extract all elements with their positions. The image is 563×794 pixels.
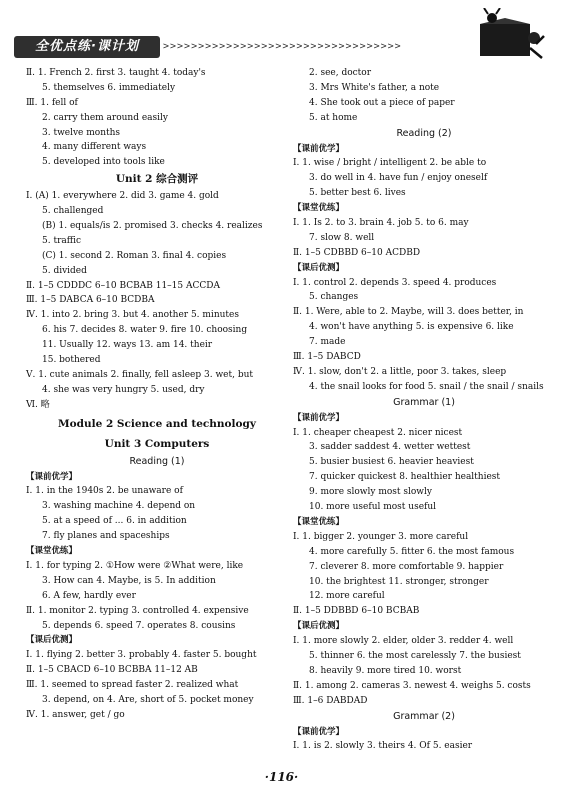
left-answer-line-indented: 5. traffic (42, 235, 82, 246)
left-module-heading: Module 2 Science and technology (58, 417, 256, 430)
left-answer-line: Ⅵ. 略 (26, 399, 50, 410)
right-answer-line-indented: 5. thinner 6. the most carelessly 7. the busiest (309, 650, 521, 661)
right-answer-line: Ⅰ. 1. wise / bright / intelligent 2. be able to (293, 158, 487, 169)
left-answer-line-indented: 3. washing machine 4. depend on (42, 501, 196, 512)
page-number: ·116· (264, 770, 299, 784)
right-section-tag: 【课前优学】 (293, 143, 345, 154)
left-answer-line-indented: 2. carry them around easily (42, 112, 168, 123)
right-section-heading: Reading (2) (396, 127, 452, 139)
left-answer-line: Ⅳ. 1. into 2. bring 3. but 4. another 5. minutes (26, 310, 239, 321)
right-answer-line: Ⅰ. 1. cheaper cheapest 2. nicer nicest (293, 427, 463, 438)
right-section-tag: 【课堂优练】 (293, 516, 345, 527)
right-answer-line-indented: 4. more carefully 5. fitter 6. the most famous (309, 546, 515, 557)
left-answer-line: Ⅰ. (A) 1. everywhere 2. did 3. game 4. gold (26, 191, 219, 202)
left-answer-line-indented: 4. many different ways (42, 142, 147, 153)
left-section-tag: 【课前优学】 (26, 471, 78, 482)
right-answer-line-indented: 9. more slowly most slowly (309, 487, 432, 498)
right-answer-column (293, 66, 555, 754)
right-answer-line-indented: 10. the brightest 11. stronger, stronger (309, 576, 489, 587)
left-answer-line-indented: 6. his 7. decides 8. water 9. fire 10. choosing (42, 325, 248, 336)
left-answer-line: Ⅱ. 1. monitor 2. typing 3. controlled 4. expensive (26, 605, 249, 616)
page-header (0, 0, 563, 62)
right-answer-line: Ⅲ. 1–6 DABDAD (293, 695, 368, 706)
left-answer-line-indented: 5. divided (42, 265, 87, 276)
right-answer-line-indented: 5. better best 6. lives (309, 188, 406, 199)
right-answer-line-indented: 5. changes (309, 292, 359, 303)
right-answer-line: Ⅳ. 1. slow, don't 2. a little, poor 3. takes, sleep (293, 366, 507, 377)
left-answer-line: Ⅴ. 1. cute animals 2. finally, fell asleep 3. wet, but (26, 369, 253, 380)
right-section-tag: 【课前优学】 (293, 726, 345, 737)
left-answer-line-indented: 4. she was very hungry 5. used, dry (42, 384, 205, 395)
left-answer-line-indented: 15. bothered (42, 355, 101, 366)
right-answer-line: Ⅱ. 1–5 CDBBD 6–10 ACDBD (293, 247, 421, 258)
right-answer-line-indented: 3. Mrs White's father, a note (309, 82, 440, 93)
left-answer-column (26, 66, 288, 723)
left-answer-line-indented: 3. depend, on 4. Are, short of 5. pocket money (42, 694, 254, 705)
left-answer-line-indented: (B) 1. equals/is 2. promised 3. checks 4. realizes (42, 221, 263, 232)
left-answer-line-indented: 5. depends 6. speed 7. operates 8. cousins (42, 620, 236, 631)
right-answer-line-indented: 8. heavily 9. more tired 10. worst (309, 665, 462, 676)
left-answer-line: Ⅳ. 1. answer, get / go (26, 709, 125, 720)
right-section-tag: 【课后优测】 (293, 262, 345, 273)
right-answer-line-indented: 12. more careful (309, 591, 385, 602)
left-section-tag: 【课后优测】 (26, 635, 78, 646)
right-answer-line-indented: 10. more useful most useful (309, 502, 437, 513)
right-answer-line-indented: 2. see, doctor (309, 68, 371, 78)
left-answer-line: Ⅲ. 1–5 DABCA 6–10 BCDBA (26, 295, 155, 306)
right-section-tag: 【课堂优练】 (293, 203, 345, 214)
right-answer-line-indented: 4. won't have anything 5. is expensive 6. like (309, 322, 514, 333)
right-answer-line-indented: 7. made (309, 337, 346, 348)
left-answer-line: Ⅱ. 1–5 CBACD 6–10 BCBBA 11–12 AB (26, 665, 198, 676)
left-answer-line-indented: (C) 1. second 2. Roman 3. final 4. copies (42, 250, 227, 261)
right-answer-line: Ⅰ. 1. control 2. depends 3. speed 4. produces (293, 277, 497, 288)
right-section-tag: 【课前优学】 (293, 412, 345, 423)
right-answer-line-indented: 5. at home (309, 112, 358, 123)
left-answer-line: Ⅰ. 1. for typing 2. ①How were ②What were, like (26, 560, 244, 571)
left-answer-line: Ⅰ. 1. flying 2. better 3. probably 4. faster 5. bought (26, 650, 257, 661)
left-answer-line: Ⅱ. 1–5 CDDDC 6–10 BCBAB 11–15 ACCDA (26, 280, 220, 291)
right-answer-line: Ⅲ. 1–5 DABCD (293, 352, 361, 363)
header-arrow-rule: >>>>>>>>>>>>>>>>>>>>>>>>>>>>>>>>>> (163, 41, 402, 52)
left-unit-heading: Unit 3 Computers (104, 437, 210, 450)
right-answer-line: Ⅰ. 1. Is 2. to 3. brain 4. job 5. to 6. may (293, 218, 469, 229)
right-section-heading: Grammar (2) (393, 710, 455, 722)
right-answer-line-indented: 3. do well in 4. have fun / enjoy oneself (309, 173, 488, 184)
left-answer-line-indented: 11. Usually 12. ways 13. am 14. their (42, 340, 213, 351)
left-section-heading: Reading (1) (129, 455, 185, 467)
decorative-book-icon (474, 8, 546, 60)
left-answer-line-indented: 3. twelve months (42, 127, 121, 138)
left-answer-line: Ⅱ. 1. French 2. first 3. taught 4. today's (26, 68, 206, 78)
left-answer-line-indented: 5. themselves 6. immediately (42, 82, 176, 93)
right-section-tag: 【课后优测】 (293, 621, 345, 632)
right-answer-line-indented: 7. slow 8. well (309, 232, 375, 243)
right-answer-line: Ⅱ. 1. Were, able to 2. Maybe, will 3. does better, in (293, 307, 524, 318)
right-answer-line-indented: 4. the snail looks for food 5. snail / the snail / snails (309, 381, 544, 392)
left-answer-line-indented: 3. How can 4. Maybe, is 5. In addition (42, 575, 216, 586)
right-answer-line-indented: 3. sadder saddest 4. wetter wettest (309, 442, 471, 453)
left-answer-line: Ⅲ. 1. seemed to spread faster 2. realized what (26, 680, 239, 691)
right-answer-line-indented: 4. She took out a piece of paper (309, 97, 455, 108)
right-answer-line-indented: 7. cleverer 8. more comfortable 9. happier (309, 561, 504, 572)
left-answer-line-indented: 5. developed into tools like (42, 157, 165, 168)
left-answer-line-indented: 5. at a speed of ... 6. in addition (42, 516, 187, 527)
right-answer-line: Ⅰ. 1. more slowly 2. elder, older 3. redder 4. well (293, 636, 514, 647)
header-banner: 全优点练·课计划 (14, 36, 160, 58)
right-answer-line: Ⅰ. 1. is 2. slowly 3. theirs 4. Of 5. easier (293, 741, 473, 752)
left-answer-line-indented: 7. fly planes and spaceships (42, 531, 170, 542)
right-answer-line: Ⅱ. 1. among 2. cameras 3. newest 4. weighs 5. costs (293, 680, 531, 691)
right-section-heading: Grammar (1) (393, 396, 455, 408)
left-section-tag: 【课堂优练】 (26, 546, 78, 557)
left-answer-line-indented: 5. challenged (42, 206, 104, 217)
right-answer-line: Ⅱ. 1–5 DDBBD 6–10 BCBAB (293, 606, 420, 617)
left-answer-line-indented: 6. A few, hardly ever (42, 590, 136, 601)
left-unit-heading: Unit 2 综合测评 (115, 173, 199, 186)
left-answer-line: Ⅲ. 1. fell of (26, 97, 78, 108)
left-answer-line: Ⅰ. 1. in the 1940s 2. be unaware of (26, 486, 183, 497)
right-answer-line-indented: 7. quicker quickest 8. healthier healthiest (309, 472, 501, 483)
right-answer-line: Ⅰ. 1. bigger 2. younger 3. more careful (293, 531, 469, 542)
right-answer-line-indented: 5. busier busiest 6. heavier heaviest (309, 457, 474, 468)
